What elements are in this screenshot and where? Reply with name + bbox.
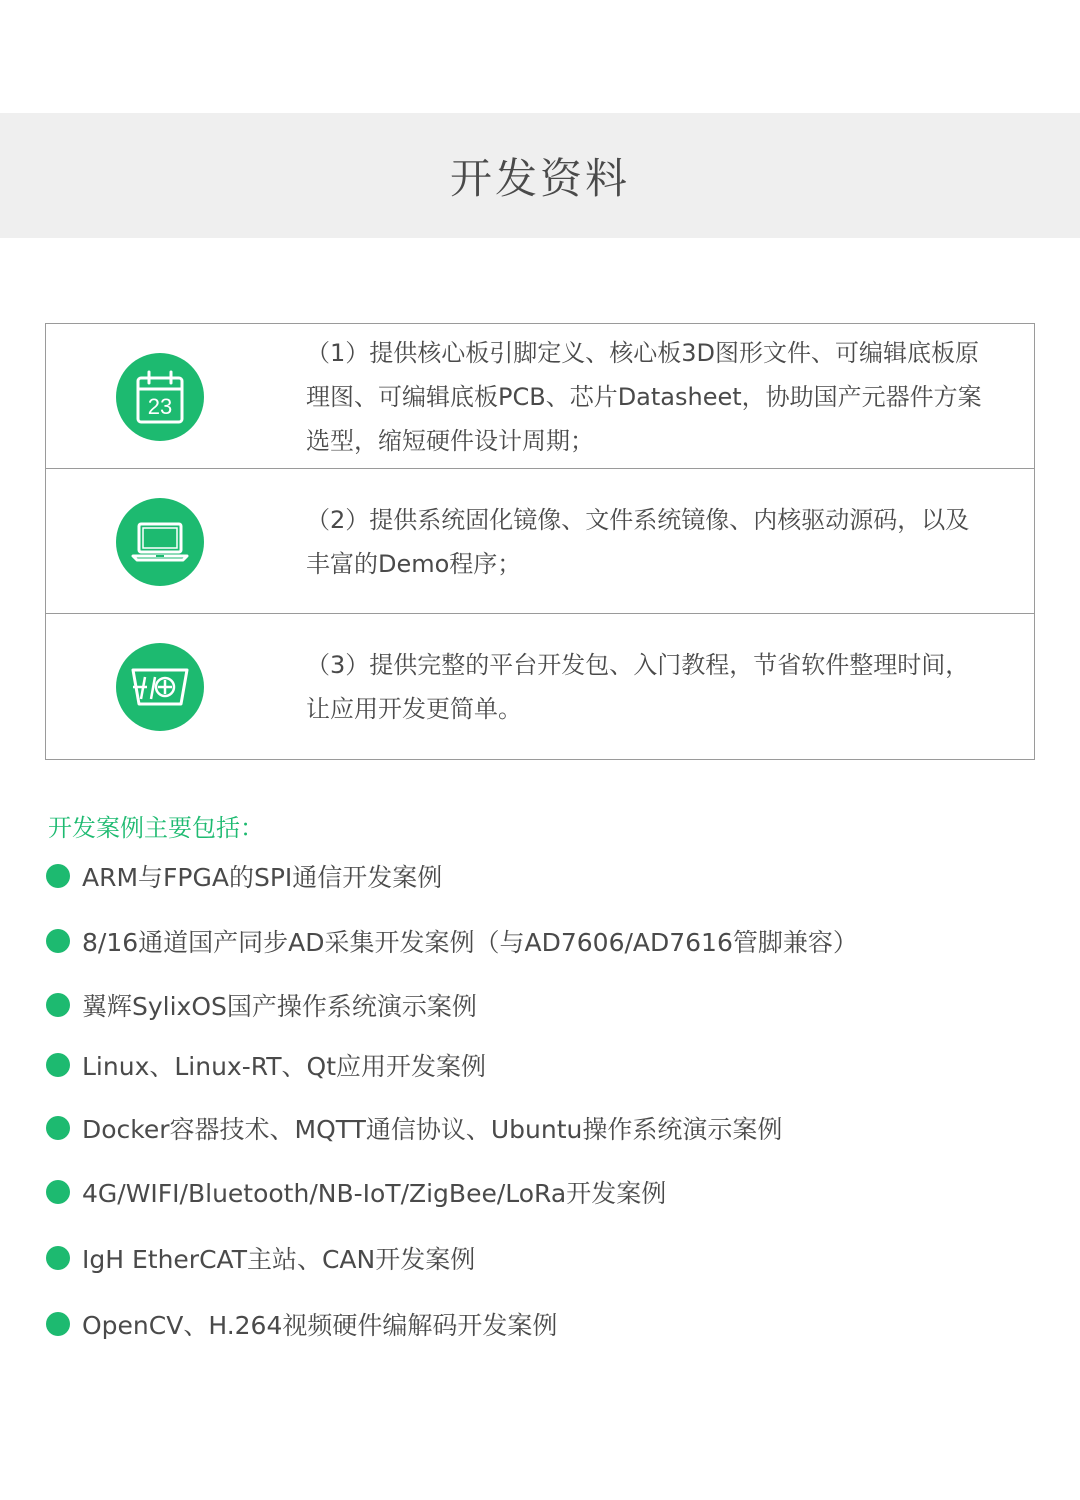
list-item (46, 1241, 475, 1275)
laptop-icon (116, 498, 204, 586)
case-label: Docker容器技术、MQTT通信协议、Ubuntu操作系统演示案例 (82, 1115, 783, 1144)
case-label: ARM与FPGA的SPI通信开发案例 (82, 863, 443, 892)
list-item (46, 1048, 486, 1082)
feature-text: （1）提供核心板引脚定义、核心板3D图形文件、可编辑底板原理图、可编辑底板PCB、芯片Datasheet，协助国产元器件方案选型，缩短硬件设计周期； (306, 339, 982, 455)
case-label: 8/16通道国产同步AD采集开发案例（与AD7606/AD7616管脚兼容） (82, 928, 858, 957)
feature-table (45, 323, 1035, 760)
list-item (46, 1111, 782, 1145)
header-band (0, 113, 1080, 238)
calendar-icon (116, 353, 204, 441)
bullet-dot-icon (46, 993, 70, 1017)
cases-title: 开发案例主要包括： (48, 814, 264, 842)
case-label: 4G/WIFI/Bluetooth/NB-IoT/ZigBee/LoRa开发案例 (82, 1179, 667, 1208)
page-title: 开发资料 (449, 153, 630, 203)
feature-text: （2）提供系统固化镜像、文件系统镜像、内核驱动源码，以及丰富的Demo程序； (306, 506, 970, 578)
list-item (46, 1175, 666, 1209)
bullet-dot-icon (46, 1312, 70, 1336)
calendar-date-text: 23 (147, 394, 173, 419)
bullet-dot-icon (46, 1180, 70, 1204)
list-item (46, 859, 442, 893)
case-label: Linux、Linux-RT、Qt应用开发案例 (82, 1052, 487, 1081)
feature-row (46, 469, 1034, 614)
list-item (46, 924, 858, 958)
feature-row (46, 324, 1034, 469)
bullet-dot-icon (46, 864, 70, 888)
bullet-dot-icon (46, 929, 70, 953)
bullet-dot-icon (46, 1053, 70, 1077)
case-label: 翼辉SylixOS国产操作系统演示案例 (82, 992, 477, 1021)
feature-text: （3）提供完整的平台开发包、入门教程，节省软件整理时间，让应用开发更简单。 (306, 651, 970, 723)
case-label: OpenCV、H.264视频硬件编解码开发案例 (82, 1311, 558, 1340)
bullet-dot-icon (46, 1116, 70, 1140)
feature-row (46, 614, 1034, 759)
blueprint-icon (116, 643, 204, 731)
list-item (46, 1307, 557, 1341)
case-label: IgH EtherCAT主站、CAN开发案例 (82, 1245, 476, 1274)
bullet-dot-icon (46, 1246, 70, 1270)
list-item (46, 988, 477, 1022)
